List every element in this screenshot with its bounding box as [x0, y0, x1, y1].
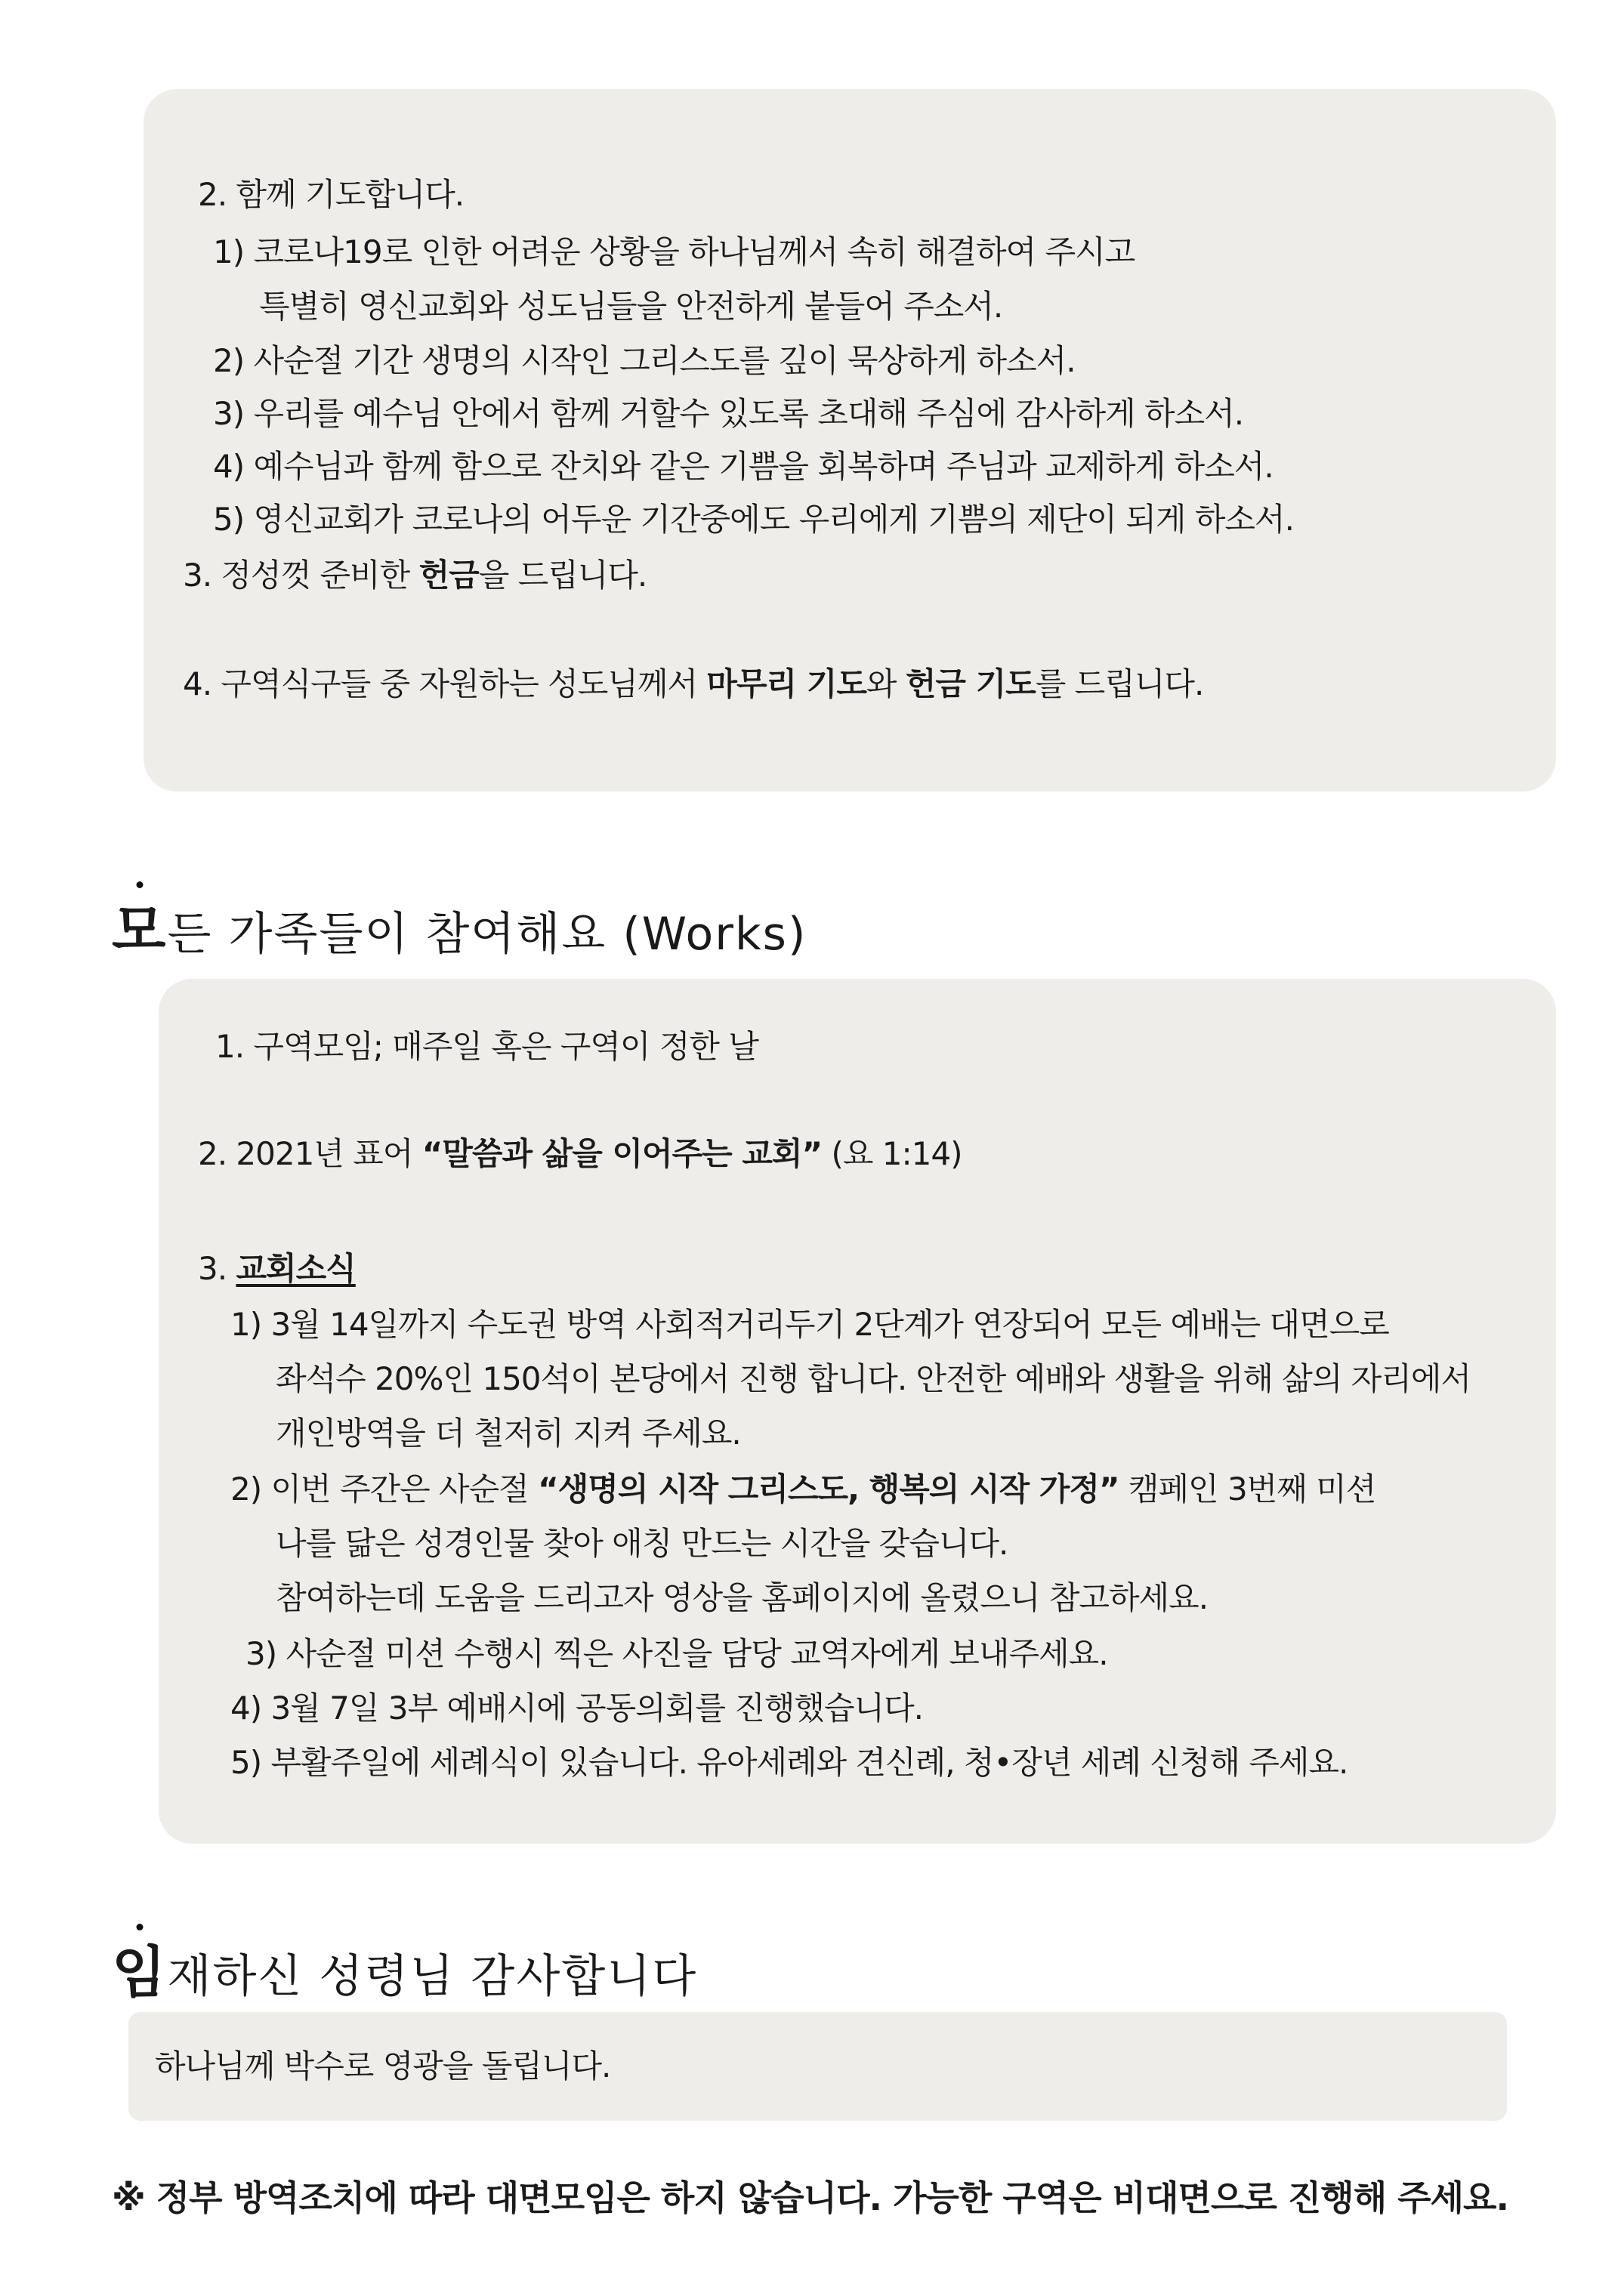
notice-text: ※ 정부 방역조치에 따라 대면모임은 하지 않습니다. 가능한 구역은 비대면으로 진행해 주세요.	[112, 2177, 1508, 2218]
prayer-item-5: 5) 영신교회가 코로나의 어두운 기간중에도 우리에게 기쁨의 제단이 되게 하소서.	[213, 501, 1294, 538]
news-4: 4) 3월 7일 3부 예배시에 공동의회를 진행했습니다.	[230, 1690, 924, 1727]
closing-prayer-line: 4. 구역식구들 중 자원하는 성도님께서 마무리 기도와 헌금 기도를 드립니다.	[183, 665, 1204, 702]
prayer-item-3: 3) 우리를 예수님 안에서 함께 거할수 있도록 초대해 주심에 감사하게 하소서.	[213, 395, 1244, 432]
news-1: 1) 3월 14일까지 수도권 방역 사회적거리두기 2단계가 연장되어 모든 예배는 대면으로	[230, 1306, 1389, 1343]
news-3: 3) 사순절 미션 수행시 찍은 사진을 담당 교역자에게 보내주세요.	[245, 1635, 1108, 1672]
news-2-cont-b: 참여하는데 도움을 드리고자 영상을 홈페이지에 올렸으니 참고하세요.	[276, 1579, 1209, 1616]
works-heading: 모든 가족들이 참여해요 (Works)	[112, 900, 807, 964]
prayer-item-2: 2) 사순절 기간 생명의 시작인 그리스도를 깊이 묵상하게 하소서.	[213, 342, 1076, 379]
works-item-1: 1. 구역모임; 매주일 혹은 구역이 정한 날	[215, 1028, 758, 1065]
offering-line: 3. 정성껏 준비한 헌금을 드립니다.	[183, 557, 647, 594]
works-item-2: 2. 2021년 표어 “말씀과 삶을 이어주는 교회” (요 1:14)	[198, 1135, 962, 1172]
news-1-cont-a: 좌석수 20%인 150석이 본당에서 진행 합니다. 안전한 예배와 생활을 위해 삶의 자리에서	[276, 1360, 1471, 1397]
works-item-3-title: 3. 교회소식	[198, 1250, 356, 1287]
spirit-heading: 임재하신 성령님 감사합니다	[112, 1943, 697, 2007]
prayer-item-4: 4) 예수님과 함께 함으로 잔치와 같은 기쁨을 회복하며 주님과 교제하게 하소서.	[213, 448, 1274, 485]
news-5: 5) 부활주일에 세례식이 있습니다. 유아세례와 견신례, 청•장년 세례 신청해 주세요.	[230, 1744, 1348, 1781]
news-2-cont-a: 나를 닮은 성경인물 찾아 애칭 만드는 시간을 갖습니다.	[276, 1525, 1008, 1562]
heading-dot	[136, 881, 143, 888]
prayer-item-1-cont: 특별히 영신교회와 성도님들을 안전하게 붙들어 주소서.	[259, 288, 1003, 325]
news-2: 2) 이번 주간은 사순절 “생명의 시작 그리스도, 행복의 시작 가정” 캠페인 3번째 미션	[230, 1471, 1376, 1508]
news-1-cont-b: 개인방역을 더 철저히 지켜 주세요.	[276, 1415, 741, 1452]
heading-dot	[136, 1924, 143, 1930]
prayer-item-1: 1) 코로나19로 인한 어려운 상황을 하나님께서 속히 해결하여 주시고	[213, 233, 1135, 270]
spirit-text: 하나님께 박수로 영광을 돌립니다.	[155, 2048, 611, 2085]
prayer-title: 2. 함께 기도합니다.	[198, 176, 465, 213]
